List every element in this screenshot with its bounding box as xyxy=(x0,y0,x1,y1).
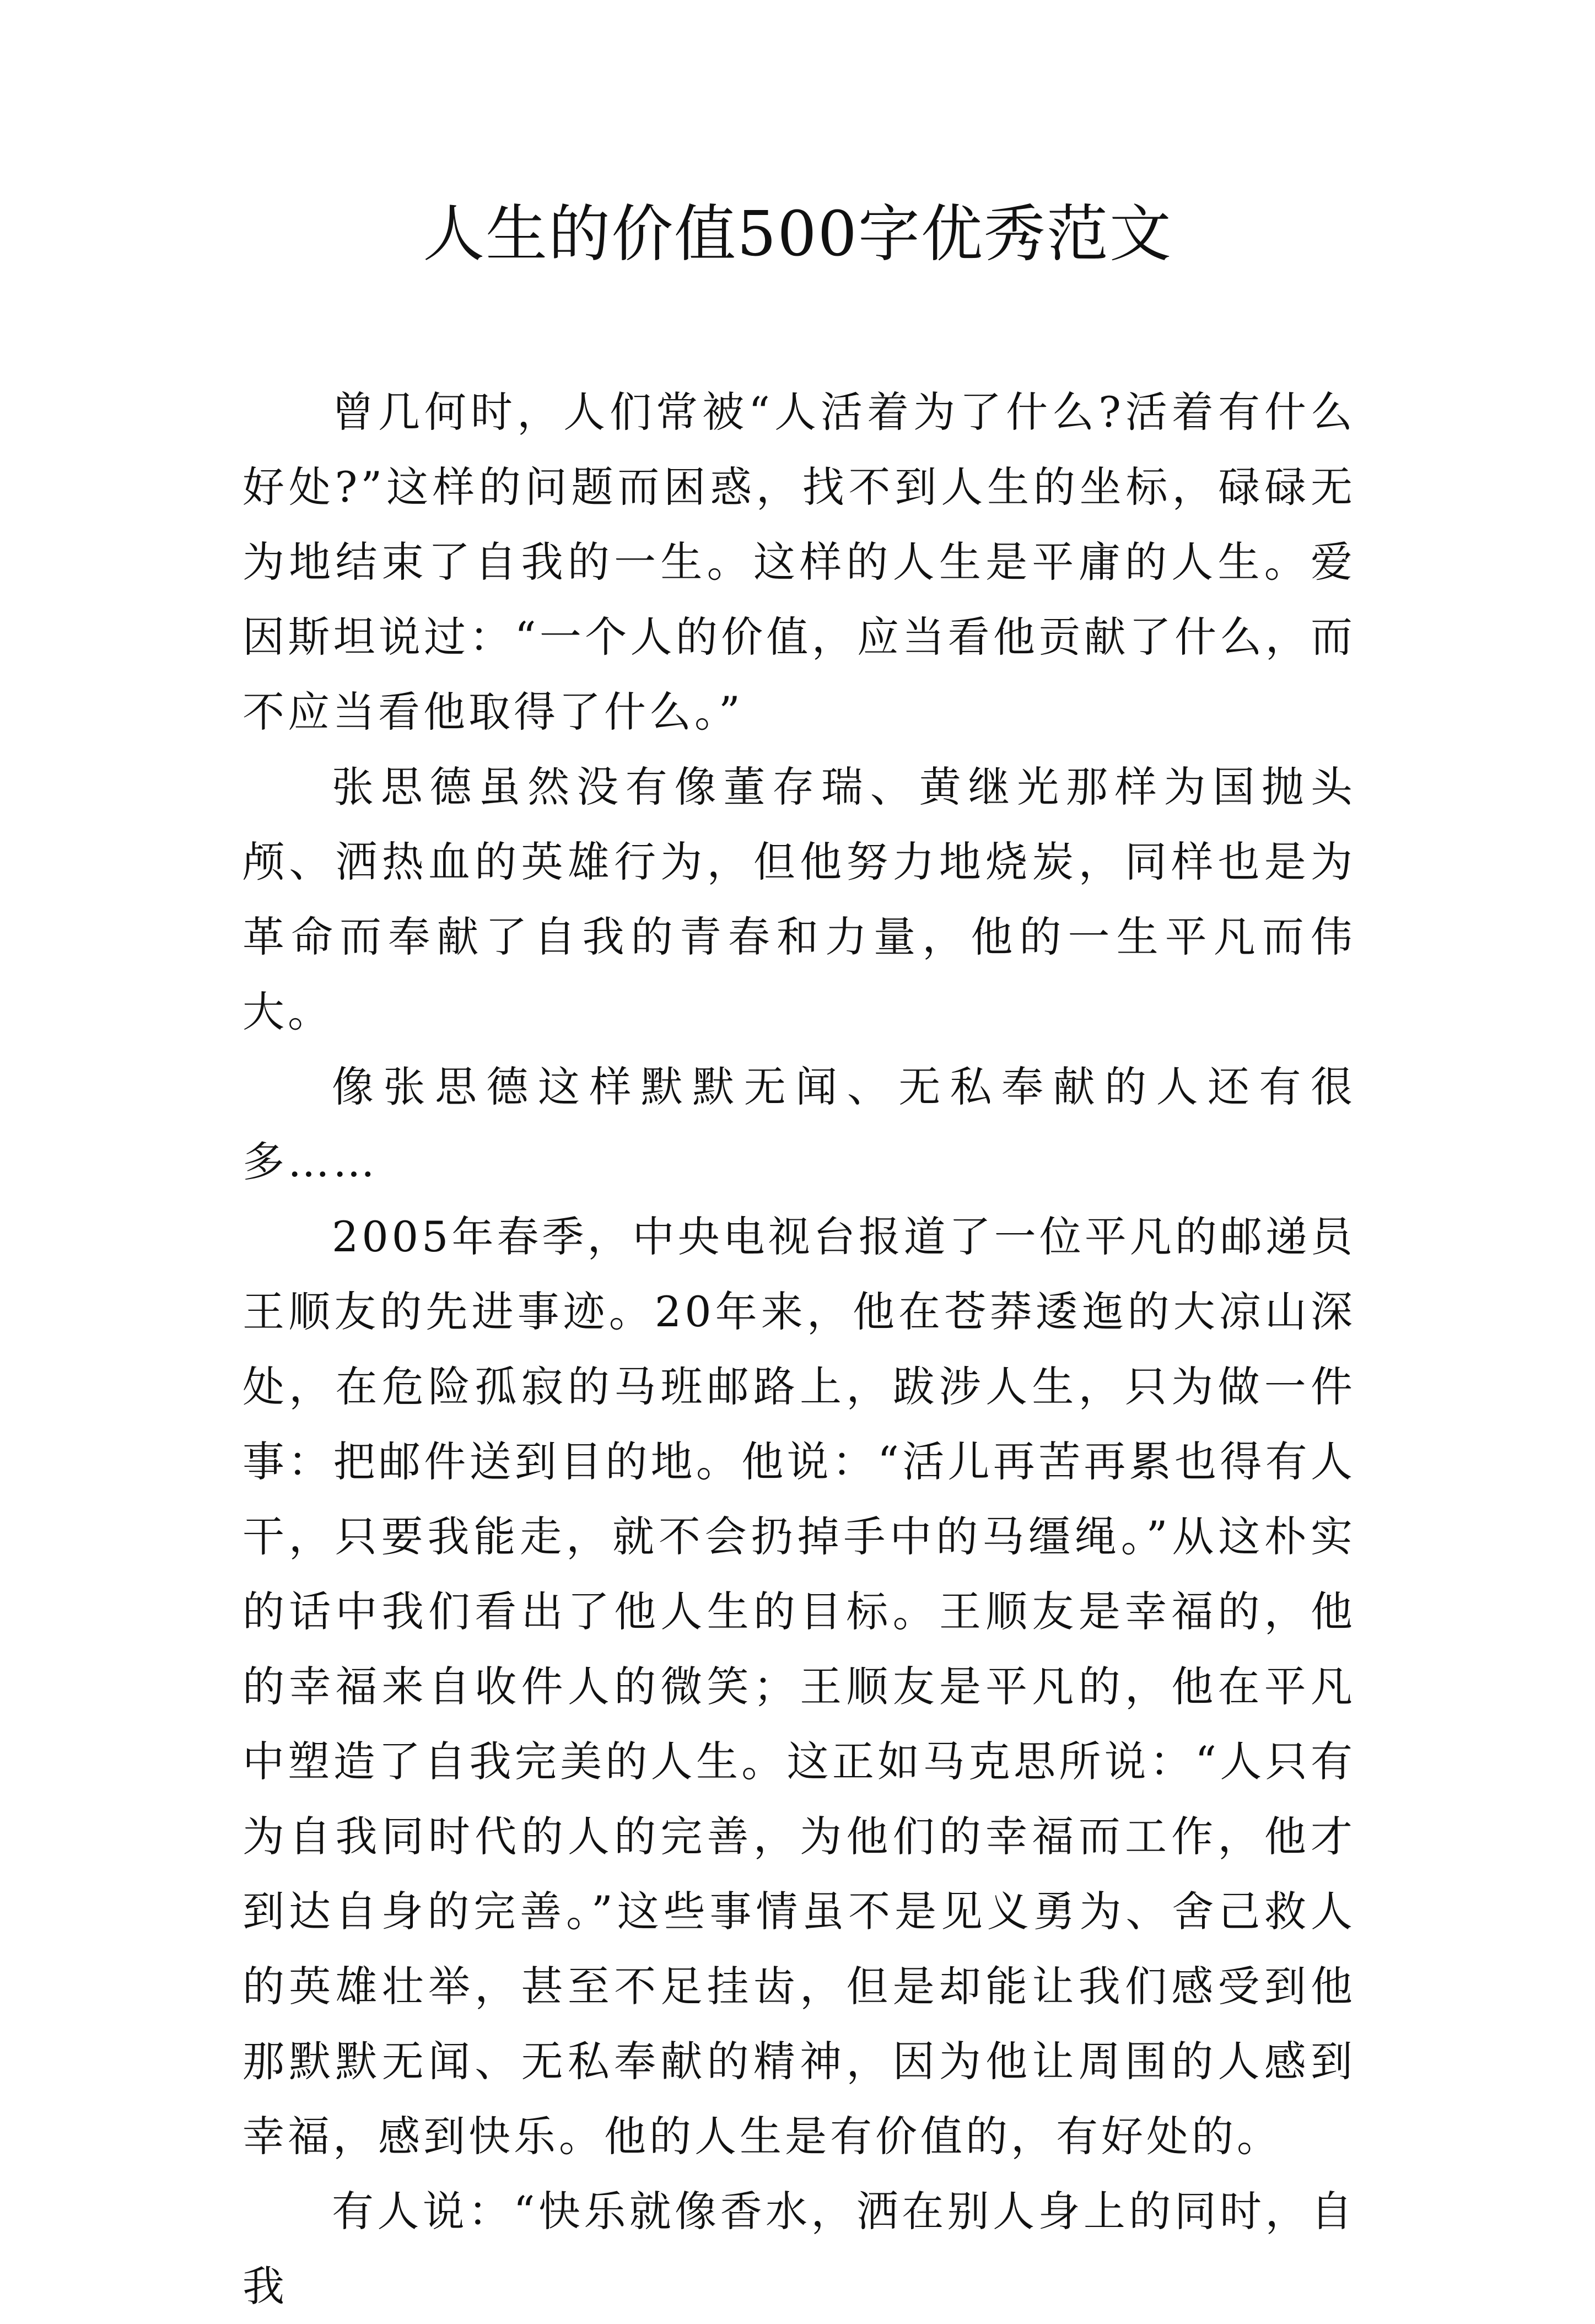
paragraph-1: 曾几何时，人们常被“人活着为了什么?活着有什么好处?”这样的问题而困惑，找不到人生的坐标，碌碌无为地结束了自我的一生。这样的人生是平庸的人生。爱因斯坦说过：“一个人的价值，应当看他贡献了什么，而不应当看他取得了什么。” xyxy=(243,388,1356,736)
document-body xyxy=(243,375,1356,2324)
paragraph-5: 有人说：“快乐就像香水，洒在别人身上的同时，自我 xyxy=(243,2187,1356,2311)
paragraph-4: 2005年春季，中央电视台报道了一位平凡的邮递员王顺友的先进事迹。20年来，他在苍莽逶迤的大凉山深处，在危险孤寂的马班邮路上，跋涉人生，只为做一件事：把邮件送到目的地。他说：“活儿再苦再累也得有人干，只要我能走，就不会扔掉手中的马缰绳。”从这朴实的话中我们看出了他人生的目标。王顺友是幸福的，他的幸福来自收件人的微笑；王顺友是平凡的，他在平凡中塑造了自我完美的人生。这正如马克思所说：“人只有为自我同时代的人的完善，为他们的幸福而工作，他才到达自身的完善。”这些事情虽不是见义勇为、舍己救人的英雄壮举，甚至不足挂齿，但是却能让我们感受到他那默默无闻、无私奉献的精神，因为他让周围的人感到幸福，感到快乐。他的人生是有价值的，有好处的。 xyxy=(243,1212,1356,2161)
document-title: 人生的价值500字优秀范文 xyxy=(423,198,1172,270)
paragraph-2: 张思德虽然没有像董存瑞、黄继光那样为国抛头颅、洒热血的英雄行为，但他努力地烧炭，同样也是为革命而奉献了自我的青春和力量，他的一生平凡而伟大。 xyxy=(243,762,1356,1036)
paragraph-3: 像张思德这样默默无闻、无私奉献的人还有很多…… xyxy=(243,1062,1356,1186)
